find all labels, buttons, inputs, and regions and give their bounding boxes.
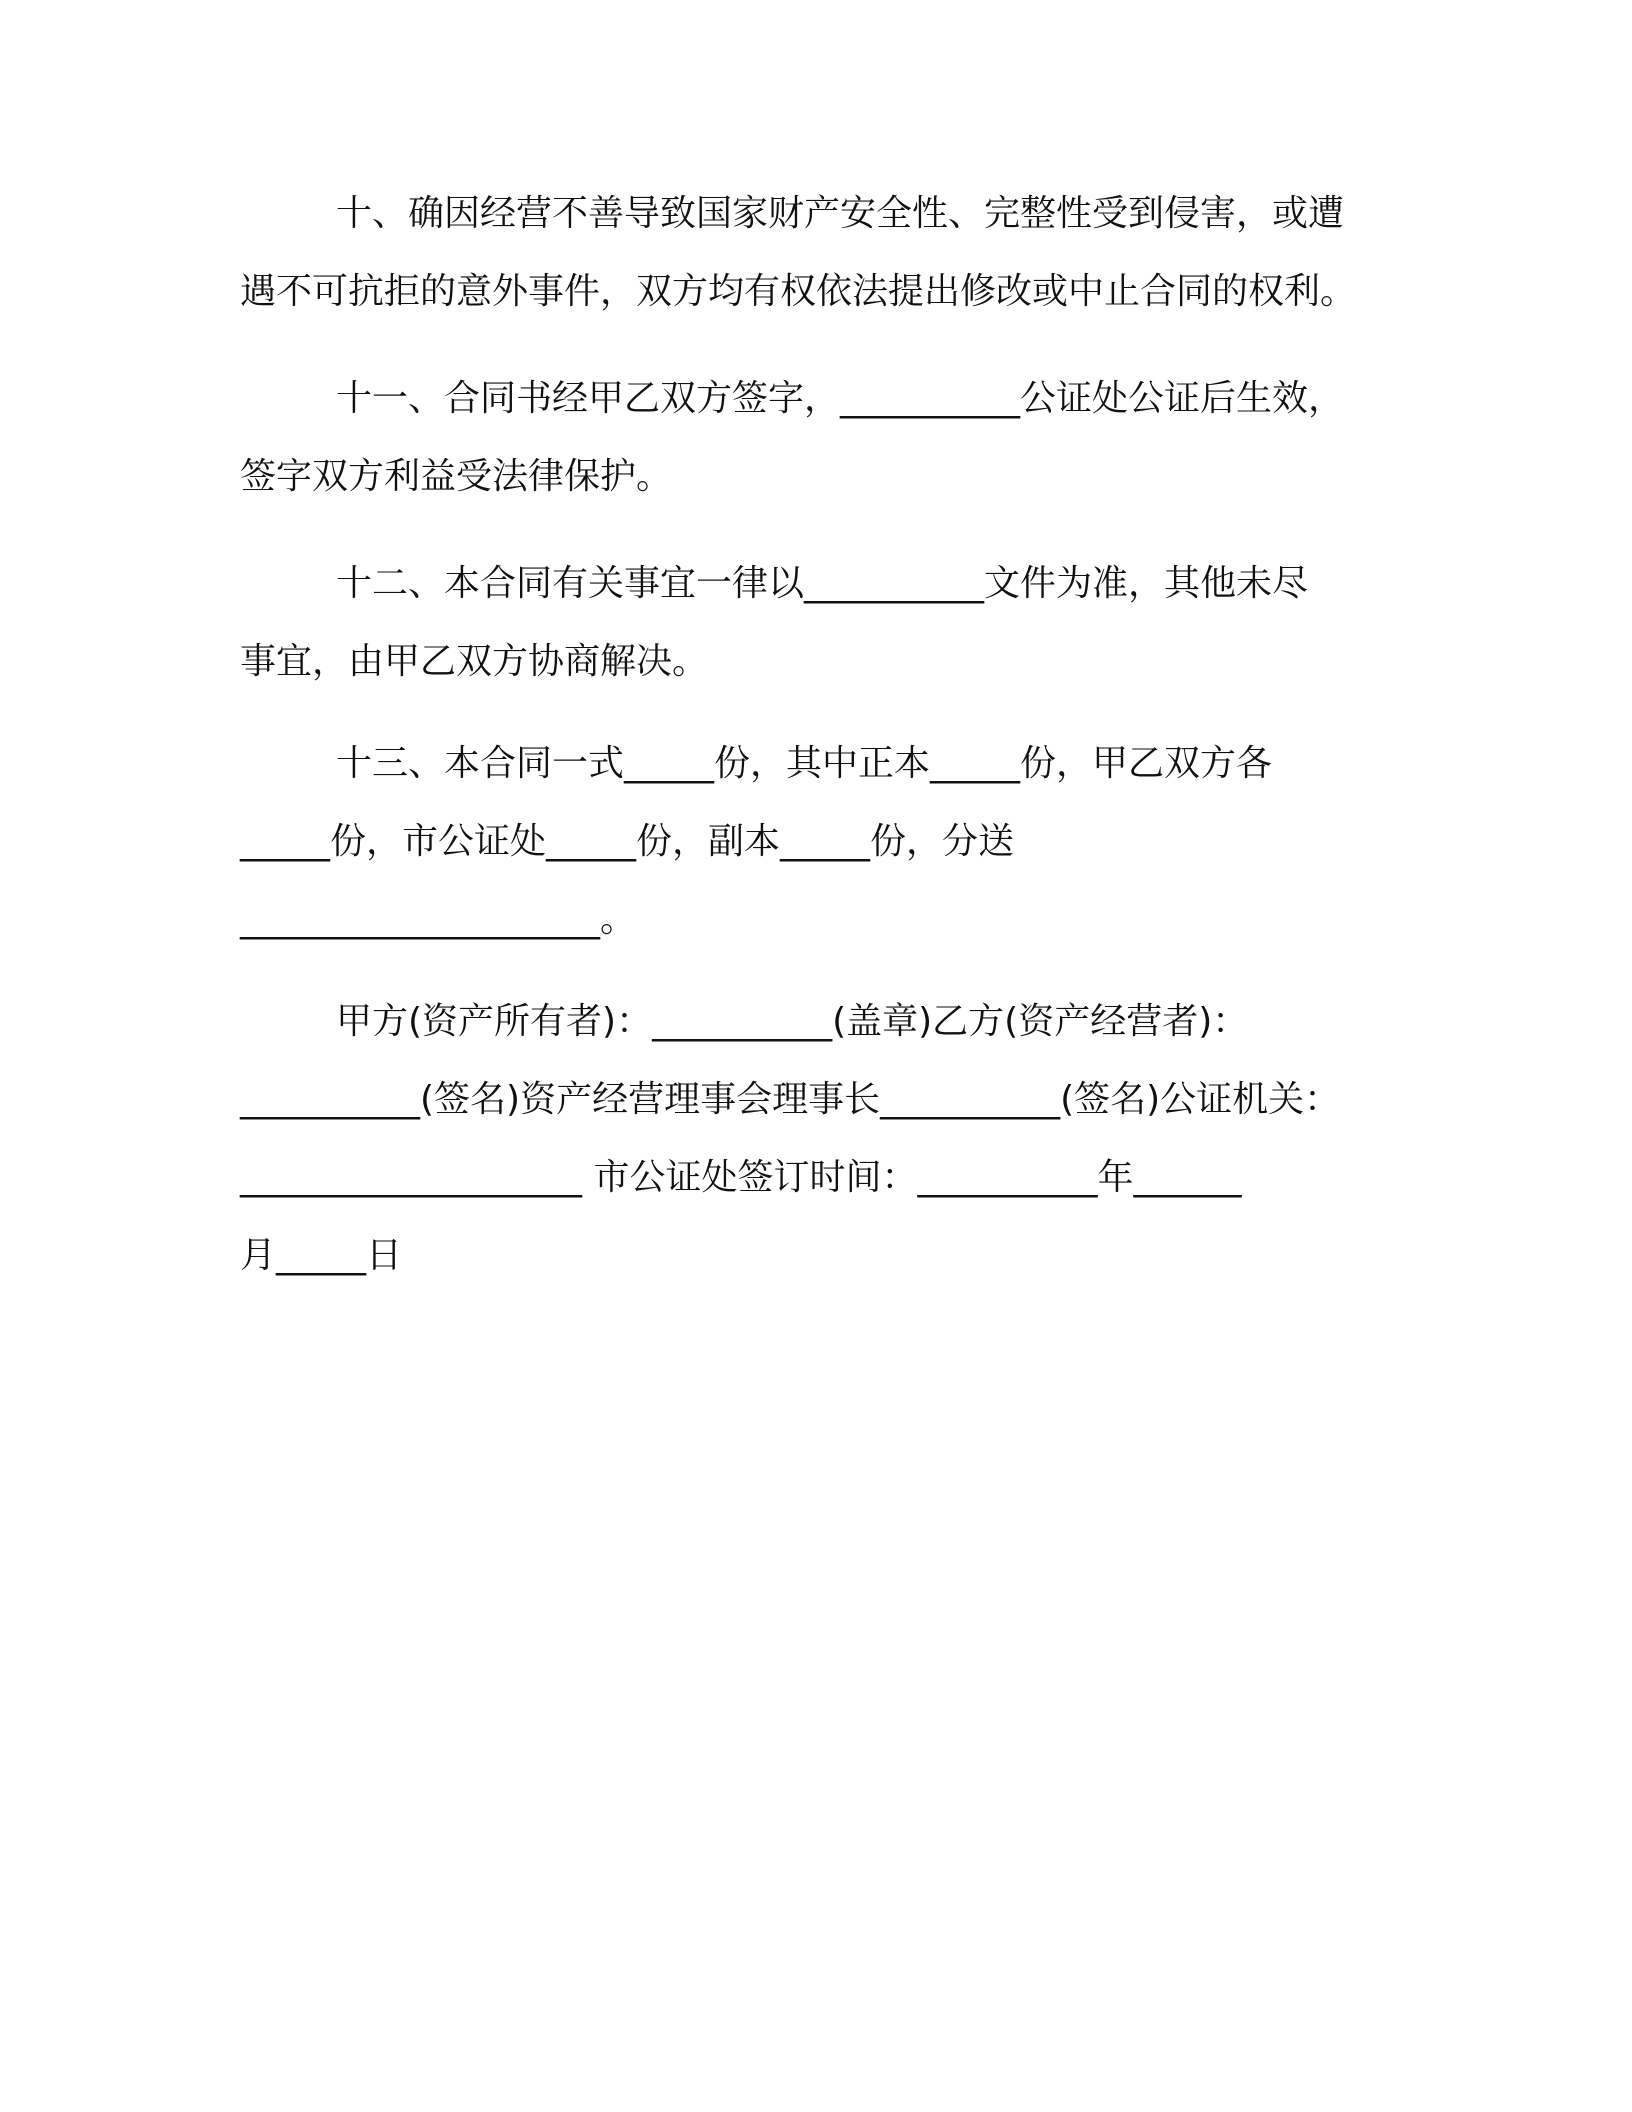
clause-13-line-2: _____份，市公证处_____份，副本_____份，分送: [240, 821, 1015, 862]
signature-line-3: ___________________ 市公证处签订时间：__________年______: [240, 1157, 1242, 1198]
signature-line-2: __________(签名)资产经营理事会理事长__________(签名)公证机关：: [240, 1079, 1341, 1120]
clause-12-line-1: 十二、本合同有关事宜一律以__________文件为准，其他未尽: [336, 563, 1309, 604]
clause-10-line-2: 遇不可抗拒的意外事件，双方均有权依法提出修改或中止合同的权利。: [240, 271, 1357, 312]
signature-line-1: 甲方(资产所有者)：__________(盖章)乙方(资产经营者)：: [336, 1001, 1249, 1042]
clause-13-line-1: 十三、本合同一式_____份，其中正本_____份，甲乙双方各: [336, 743, 1273, 784]
clause-10-line-1: 十、确因经营不善导致国家财产安全性、完整性受到侵害，或遭: [336, 193, 1345, 234]
clause-12-line-2: 事宜，由甲乙双方协商解决。: [240, 641, 709, 682]
clause-11-line-1: 十一、合同书经甲乙双方签字，__________公证处公证后生效，: [336, 378, 1345, 419]
clause-11-line-2: 签字双方利益受法律保护。: [240, 456, 673, 497]
clause-13-line-3: ____________________。: [240, 899, 636, 940]
signature-line-4: 月_____日: [240, 1235, 403, 1276]
